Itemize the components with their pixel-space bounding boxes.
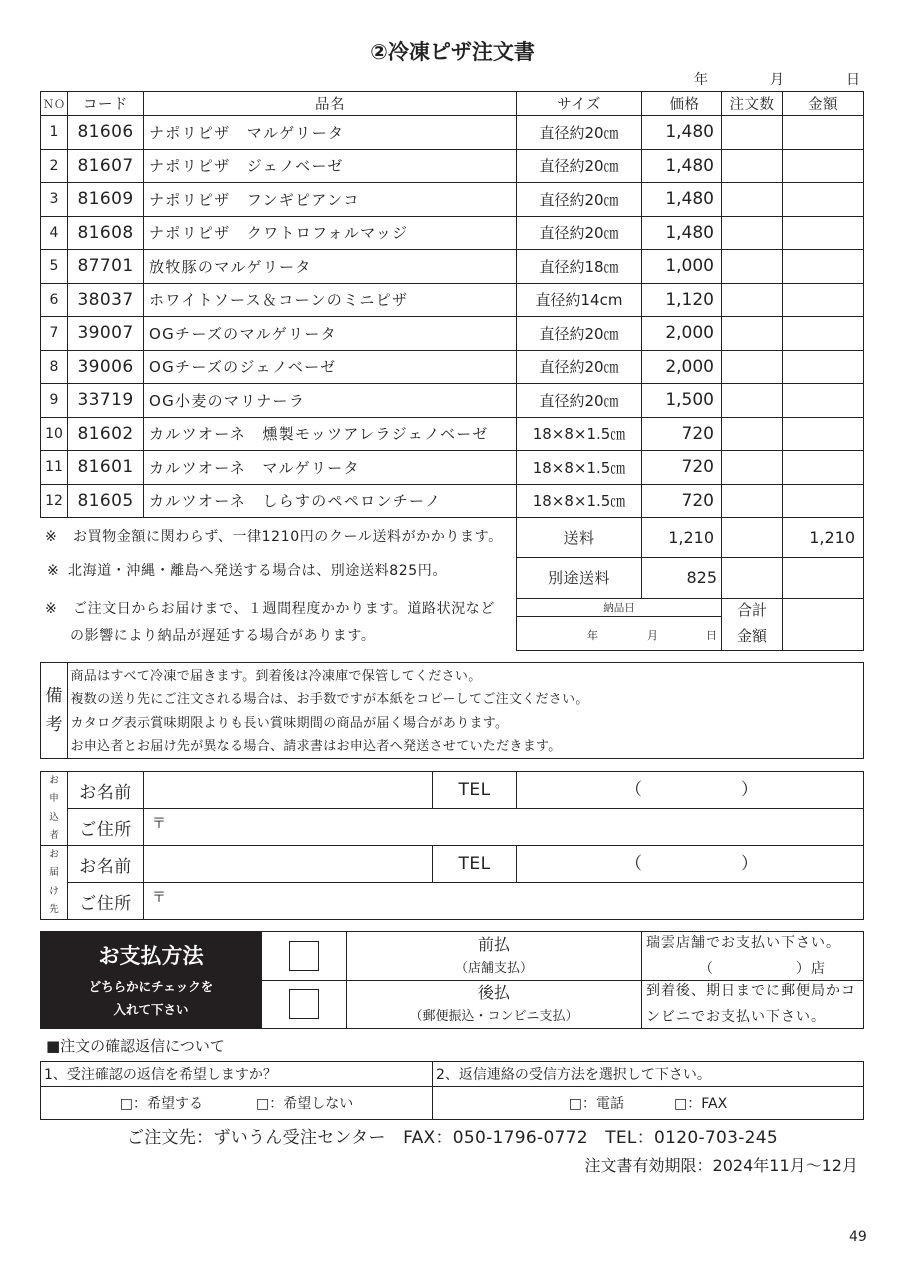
confirmation-heading: ■注文の確認返信について bbox=[46, 1037, 225, 1055]
note-1 bbox=[45, 528, 503, 546]
row-number: 9 bbox=[41, 384, 68, 418]
product-price: 2,000 bbox=[642, 317, 722, 351]
customer-info-table bbox=[40, 771, 864, 920]
remarks-line: 複数の送り先にご注文される場合は、お手数ですが本紙をコピーしてご注文ください。 bbox=[70, 692, 589, 708]
date-day-label: 日 bbox=[846, 72, 860, 88]
product-name: OGチーズのジェノベーゼ bbox=[144, 351, 517, 385]
payment-title: お支払方法 bbox=[98, 944, 204, 968]
product-code: 33719 bbox=[68, 384, 144, 418]
postpay-option bbox=[347, 981, 642, 1030]
product-code: 81609 bbox=[68, 183, 144, 217]
product-code: 87701 bbox=[68, 250, 144, 284]
product-size: 直径約20㎝ bbox=[517, 183, 642, 217]
remarks-content bbox=[68, 663, 864, 759]
total-amount-cell bbox=[783, 599, 864, 651]
product-name: OG小麦のマリナーラ bbox=[144, 384, 517, 418]
shipping-price: 1,210 bbox=[642, 518, 722, 558]
shipping-table bbox=[516, 518, 864, 651]
date-year-label: 年 bbox=[694, 72, 708, 88]
prepay-checkbox bbox=[289, 941, 319, 971]
amount-cell bbox=[783, 284, 864, 318]
postpay-note bbox=[642, 981, 864, 1030]
postpay-checkbox-cell bbox=[262, 981, 347, 1030]
row-number: 11 bbox=[41, 451, 68, 485]
tel-open-paren: （ bbox=[625, 854, 642, 874]
remarks-line: お申込者とお届け先が異なる場合、請求書はお申込者へ発送させていただきます。 bbox=[70, 738, 562, 754]
row-number: 12 bbox=[41, 485, 68, 519]
product-price: 720 bbox=[642, 418, 722, 452]
store-open-paren: （ bbox=[699, 960, 714, 977]
postpay-note-line: ンビニでお支払い下さい。 bbox=[646, 1009, 826, 1026]
shipping-label: 送料 bbox=[517, 518, 642, 558]
applicant-address-label: ご住所 bbox=[68, 809, 144, 846]
product-price: 1,480 bbox=[642, 217, 722, 251]
confirmation-options-1 bbox=[41, 1087, 433, 1120]
product-code: 81601 bbox=[68, 451, 144, 485]
applicant-tel-label: TEL bbox=[433, 772, 517, 809]
delivery-month-label: 月 bbox=[647, 628, 658, 642]
amount-cell bbox=[783, 150, 864, 184]
recipient-address-label: ご住所 bbox=[68, 883, 144, 920]
delivery-date-label: 納品日 bbox=[517, 599, 721, 617]
product-code: 38037 bbox=[68, 284, 144, 318]
product-size: 18×8×1.5㎝ bbox=[517, 451, 642, 485]
postpay-note-line: 到着後、期日までに郵便局かコ bbox=[646, 983, 856, 1000]
confirmation-table bbox=[40, 1061, 864, 1120]
header-quantity: 注文数 bbox=[722, 92, 783, 116]
product-code: 81605 bbox=[68, 485, 144, 519]
product-price: 1,480 bbox=[642, 183, 722, 217]
product-price: 1,480 bbox=[642, 116, 722, 150]
page-title: ②冷凍ピザ注文書 bbox=[370, 40, 535, 64]
applicant-label-char: 込 bbox=[49, 811, 59, 823]
option-phone: □：電話 bbox=[568, 1096, 625, 1112]
product-code: 39007 bbox=[68, 317, 144, 351]
row-number: 4 bbox=[41, 217, 68, 251]
row-number: 7 bbox=[41, 317, 68, 351]
recipient-label bbox=[41, 846, 68, 920]
recipient-name-field bbox=[144, 846, 433, 883]
order-contact: ご注文先：ずいうん受注センター FAX：050-1796-0772 TEL：0120-703-245 bbox=[126, 1128, 779, 1148]
row-number: 1 bbox=[41, 116, 68, 150]
header-code: コード bbox=[68, 92, 144, 116]
extra-shipping-amount-cell bbox=[783, 558, 864, 599]
store-name-field bbox=[646, 960, 863, 978]
page-number: 49 bbox=[849, 1229, 867, 1245]
quantity-cell bbox=[722, 250, 783, 284]
row-number: 8 bbox=[41, 351, 68, 385]
row-number: 10 bbox=[41, 418, 68, 452]
note-2 bbox=[47, 562, 447, 580]
note-text: ご注文日からお届けまで、１週間程度かかります。道路状況など bbox=[73, 601, 495, 617]
product-size: 直径約20㎝ bbox=[517, 351, 642, 385]
product-code: 81602 bbox=[68, 418, 144, 452]
note-mark: ※ bbox=[45, 529, 58, 545]
remarks-label-char: 備 bbox=[45, 686, 63, 706]
remarks-box bbox=[40, 662, 864, 759]
applicant-label-char: 申 bbox=[49, 793, 59, 804]
product-name: 放牧豚のマルゲリータ bbox=[144, 250, 517, 284]
header-name: 品名 bbox=[144, 92, 517, 116]
recipient-label-char: お bbox=[49, 848, 59, 860]
quantity-cell bbox=[722, 384, 783, 418]
product-name: カルツオーネ マルゲリータ bbox=[144, 451, 517, 485]
product-name: ナポリピザ フンギピアンコ bbox=[144, 183, 517, 217]
confirmation-question-2: 2、返信連絡の受信方法を選択して下さい。 bbox=[433, 1062, 864, 1087]
tel-close-paren: ） bbox=[741, 854, 758, 874]
product-price: 1,500 bbox=[642, 384, 722, 418]
applicant-label-char: お bbox=[49, 774, 59, 786]
recipient-name-label: お名前 bbox=[68, 846, 144, 883]
product-name: OGチーズのマルゲリータ bbox=[144, 317, 517, 351]
prepay-note bbox=[642, 932, 864, 981]
quantity-cell bbox=[722, 116, 783, 150]
recipient-tel-label: TEL bbox=[433, 846, 517, 883]
applicant-label bbox=[41, 772, 68, 846]
amount-cell bbox=[783, 116, 864, 150]
product-price: 720 bbox=[642, 485, 722, 519]
quantity-cell bbox=[722, 351, 783, 385]
option-no-reply: □：希望しない bbox=[256, 1096, 354, 1112]
product-name: ナポリピザ ジェノベーゼ bbox=[144, 150, 517, 184]
applicant-name-label: お名前 bbox=[68, 772, 144, 809]
product-price: 1,000 bbox=[642, 250, 722, 284]
product-name: ホワイトソース＆コーンのミニピザ bbox=[144, 284, 517, 318]
postal-mark: 〒 bbox=[152, 890, 166, 906]
extra-shipping-price: 825 bbox=[642, 558, 722, 599]
product-code: 81607 bbox=[68, 150, 144, 184]
row-number: 5 bbox=[41, 250, 68, 284]
postpay-name: 後払 bbox=[477, 983, 510, 1003]
tel-close-paren: ） bbox=[741, 780, 758, 800]
amount-cell bbox=[783, 384, 864, 418]
delivery-year-label: 年 bbox=[587, 628, 598, 642]
remarks-label bbox=[41, 663, 68, 759]
header-amount: 金額 bbox=[783, 92, 864, 116]
note-mark: ※ bbox=[45, 601, 58, 617]
product-code: 81606 bbox=[68, 116, 144, 150]
applicant-tel-field bbox=[517, 772, 864, 809]
note-text: お買物金額に関わらず、一律1210円のクール送料がかかります。 bbox=[73, 529, 503, 545]
note-3 bbox=[45, 600, 495, 644]
quantity-cell bbox=[722, 317, 783, 351]
product-size: 18×8×1.5㎝ bbox=[517, 418, 642, 452]
payment-method-box bbox=[40, 931, 262, 1029]
product-price: 1,120 bbox=[642, 284, 722, 318]
product-name: カルツオーネ しらすのペペロンチーノ bbox=[144, 485, 517, 519]
confirmation-options-2 bbox=[433, 1087, 864, 1120]
product-code: 81608 bbox=[68, 217, 144, 251]
payment-options-table bbox=[261, 931, 864, 1029]
product-name: ナポリピザ マルゲリータ bbox=[144, 116, 517, 150]
quantity-cell bbox=[722, 451, 783, 485]
recipient-address-field bbox=[144, 883, 864, 920]
prepay-detail: （店舗支払） bbox=[454, 960, 533, 976]
order-validity: 注文書有効期限：2024年11月～12月 bbox=[584, 1156, 858, 1175]
header-size: サイズ bbox=[517, 92, 642, 116]
amount-cell bbox=[783, 351, 864, 385]
prepay-checkbox-cell bbox=[262, 932, 347, 981]
quantity-cell bbox=[722, 284, 783, 318]
recipient-label-char: け bbox=[49, 885, 59, 897]
store-close-paren: ）店 bbox=[796, 960, 826, 977]
order-table bbox=[40, 91, 864, 518]
option-fax: □：FAX bbox=[674, 1096, 728, 1112]
note-mark: ※ bbox=[47, 563, 60, 579]
remarks-line: カタログ表示賞味期限よりも長い賞味期間の商品が届く場合があります。 bbox=[70, 715, 509, 731]
delivery-day-label: 日 bbox=[706, 628, 717, 642]
remarks-label-char: 考 bbox=[45, 715, 63, 735]
amount-cell bbox=[783, 451, 864, 485]
prepay-note-line: 瑞雲店舗でお支払い下さい。 bbox=[646, 934, 841, 951]
header-price: 価格 bbox=[642, 92, 722, 116]
note-text: 北海道・沖縄・離島へ発送する場合は、別途送料825円。 bbox=[68, 563, 447, 579]
product-size: 直径約18㎝ bbox=[517, 250, 642, 284]
quantity-cell bbox=[722, 183, 783, 217]
product-size: 直径約20㎝ bbox=[517, 384, 642, 418]
product-name: ナポリピザ クワトロフォルマッジ bbox=[144, 217, 517, 251]
shipping-amount: 1,210 bbox=[783, 518, 864, 558]
payment-instruction: 入れて下さい bbox=[113, 1002, 189, 1017]
delivery-date-fields bbox=[517, 617, 721, 650]
postpay-checkbox bbox=[289, 989, 319, 1019]
date-month-label: 月 bbox=[770, 72, 784, 88]
recipient-label-char: 届 bbox=[49, 867, 59, 878]
amount-cell bbox=[783, 485, 864, 519]
product-price: 2,000 bbox=[642, 351, 722, 385]
option-want-reply: □：希望する bbox=[119, 1096, 203, 1112]
prepay-option bbox=[347, 932, 642, 981]
quantity-cell bbox=[722, 217, 783, 251]
amount-cell bbox=[783, 317, 864, 351]
tel-open-paren: （ bbox=[625, 780, 642, 800]
postpay-detail: （郵便振込・コンビニ支払） bbox=[409, 1009, 579, 1025]
applicant-label-char: 者 bbox=[49, 830, 59, 841]
applicant-address-field bbox=[144, 809, 864, 846]
amount-cell bbox=[783, 418, 864, 452]
product-size: 直径約20㎝ bbox=[517, 317, 642, 351]
extra-shipping-label: 別途送料 bbox=[517, 558, 642, 599]
quantity-cell bbox=[722, 150, 783, 184]
product-name: カルツオーネ 燻製モッツアレラジェノベーゼ bbox=[144, 418, 517, 452]
extra-shipping-quantity-cell bbox=[722, 558, 783, 599]
shipping-quantity-cell bbox=[722, 518, 783, 558]
delivery-date-cell bbox=[517, 599, 722, 651]
remarks-line: 商品はすべて冷凍で届きます。到着後は冷凍庫で保管してください。 bbox=[70, 669, 482, 684]
prepay-name: 前払 bbox=[477, 934, 510, 954]
note-text-continued: の影響により納品が遅延する場合があります。 bbox=[70, 628, 376, 644]
total-label-line1: 合計 bbox=[736, 600, 767, 619]
amount-cell bbox=[783, 250, 864, 284]
recipient-label-char: 先 bbox=[49, 904, 59, 915]
product-size: 直径約14cm bbox=[517, 284, 642, 318]
row-number: 6 bbox=[41, 284, 68, 318]
product-size: 直径約20㎝ bbox=[517, 116, 642, 150]
total-label-line2: 金額 bbox=[736, 626, 767, 645]
recipient-tel-field bbox=[517, 846, 864, 883]
quantity-cell bbox=[722, 485, 783, 519]
amount-cell bbox=[783, 217, 864, 251]
amount-cell bbox=[783, 183, 864, 217]
product-size: 直径約20㎝ bbox=[517, 217, 642, 251]
product-price: 720 bbox=[642, 451, 722, 485]
product-size: 18×8×1.5㎝ bbox=[517, 485, 642, 519]
row-number: 3 bbox=[41, 183, 68, 217]
total-label bbox=[722, 599, 783, 651]
postal-mark: 〒 bbox=[152, 816, 166, 832]
product-size: 直径約20㎝ bbox=[517, 150, 642, 184]
payment-instruction: どちらかにチェックを bbox=[88, 979, 214, 994]
confirmation-question-1: 1、受注確認の返信を希望しますか？ bbox=[41, 1062, 433, 1087]
applicant-name-field bbox=[144, 772, 433, 809]
header-no: ＮＯ bbox=[41, 92, 68, 116]
quantity-cell bbox=[722, 418, 783, 452]
row-number: 2 bbox=[41, 150, 68, 184]
product-code: 39006 bbox=[68, 351, 144, 385]
product-price: 1,480 bbox=[642, 150, 722, 184]
